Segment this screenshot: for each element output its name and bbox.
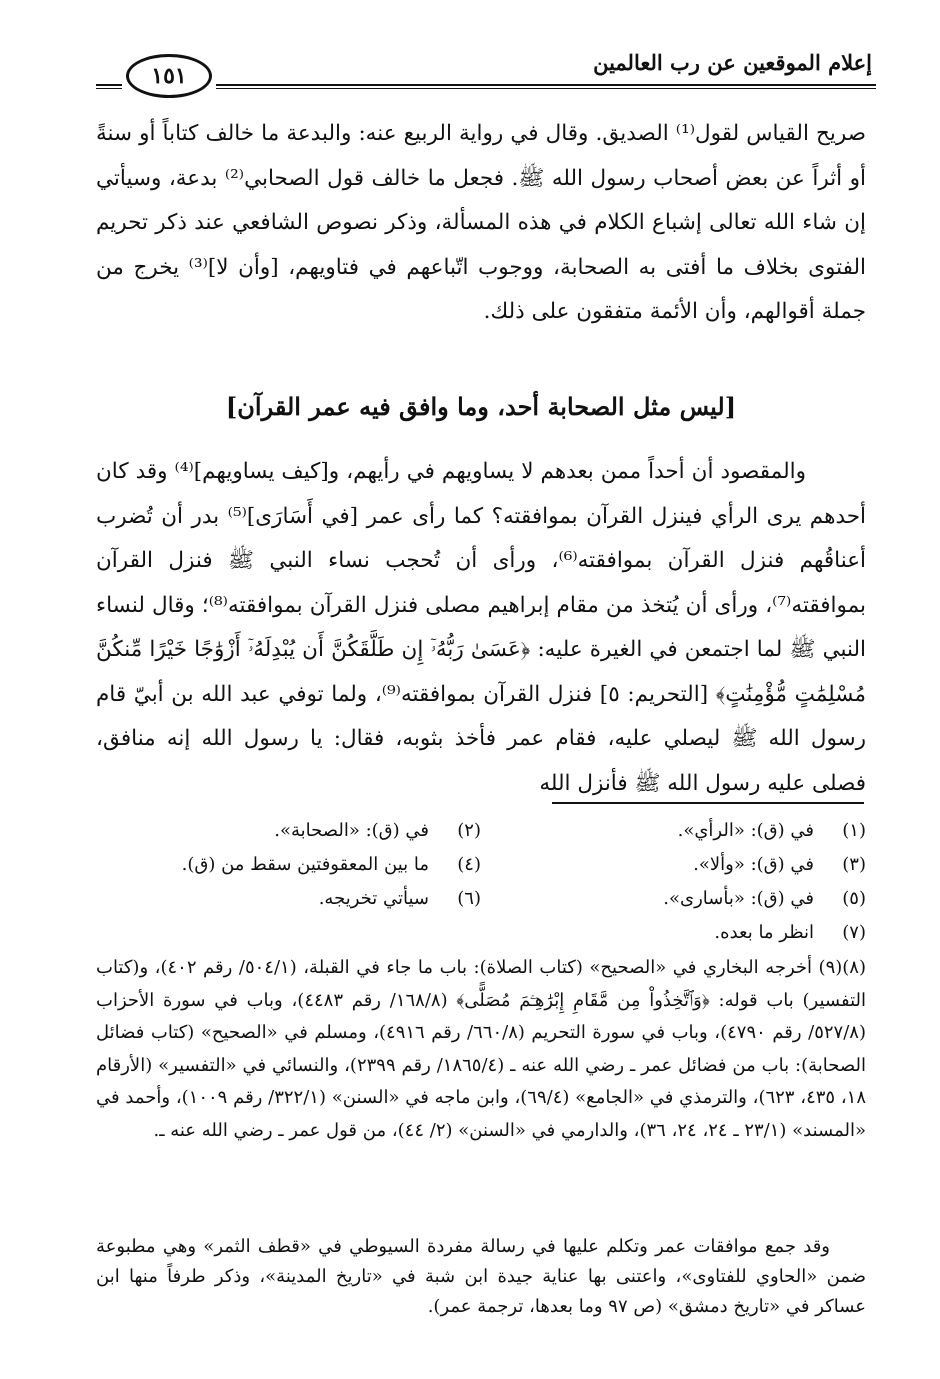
footnote-item: [481, 882, 866, 916]
section-heading: [ليس مثل الصحابة أحد، وما وافق فيه عمر القرآن]: [225, 392, 737, 421]
page-number-oval: [126, 54, 212, 98]
paragraph-1: صريح القياس لقول⁽¹⁾ الصديق. وقال في رواية الربيع عنه: والبدعة ما خالف كتاباً أو سنةً أو أثراً عن بعض أصحاب رسول الله ﷺ. فجعل ما خالف قول الصحابي⁽²⁾ بدعة، وسيأتي إن شاء الله تعالى إشباع الكلام في هذه المسألة، وذكر نصوص الشافعي عند ذكر تحريم الفتوى بخلاف ما أفتى به الصحابة، ووجوب اتّباعهم في فتاويهم، [وأن لا]⁽³⁾ يخرج من جملة أقوالهم، وأن الأئمة متفقون على ذلك.: [96, 121, 866, 324]
footnote-text: ما بين المعقوفتين سقط من (ق).: [181, 854, 429, 875]
page-number: ١٥١: [151, 63, 187, 89]
footnote-item: [96, 814, 481, 848]
footnote-row: [96, 848, 866, 882]
footnote-text: في (ق): «الرأي».: [677, 820, 814, 841]
footnote-text: سيأتي تخريجه.: [318, 888, 429, 909]
footnote-item: [96, 882, 481, 916]
footnote-text: انظر ما بعده.: [714, 922, 814, 943]
footnote-number: (٧): [842, 922, 866, 943]
footnote-item: [481, 814, 866, 848]
footnote-row: [96, 814, 866, 848]
footnote-number: (٦): [457, 888, 481, 909]
footnote-separator: [552, 802, 864, 804]
footnote-row: [96, 916, 866, 950]
footnote-text: في (ق): «وألا».: [693, 854, 814, 875]
footnote-text: في (ق): «بأسارى».: [663, 888, 814, 909]
footnote-item: [481, 848, 866, 882]
paragraph-2: والمقصود أن أحداً ممن بعدهم لا يساويهم في رأيهم، و[كيف يساويهم]⁽⁴⁾ وقد كان أحدهم يرى الرأي فينزل القرآن بموافقته؟ كما رأى عمر [في أَسَارَى]⁽⁵⁾ بدر أن تُضرب أعناقُهم فنزل القرآن بموافقته⁽⁶⁾، ورأى أن تُحجب نساء النبي ﷺ فنزل القرآن بموافقته⁽⁷⁾، ورأى أن يُتخذ من مقام إبراهيم مصلى فنزل القرآن بموافقته⁽⁸⁾؛ وقال لنساء النبي ﷺ لما اجتمعن في الغيرة عليه: ﴿عَسَىٰ رَبُّهُۥٓ إِن طَلَّقَكُنَّ أَن يُبْدِلَهُۥٓ أَزْوَٰجًا خَيْرًا مِّنكُنَّ مُسْلِمَٰتٍ مُّؤْمِنَٰتٍ﴾ [التحريم: ٥] فنزل القرآن بموافقته⁽⁹⁾، ولما توفي عبد الله بن أبيّ قام رسول الله ﷺ ليصلي عليه، فقام عمر فأخذ بثوبه، فقال: يا رسول الله إنه منافق، فصلى عليه رسول الله ﷺ فأنزل الله: [96, 459, 866, 796]
footnote-number: (١): [842, 820, 866, 841]
footnote-number: (٢): [457, 820, 481, 841]
footnote-note: وقد جمع موافقات عمر وتكلم عليها في رسالة مفردة السيوطي في «قطف الثمر» وهي مطبوعة ضمن «الحاوي للفتاوى»، واعتنى بها عناية جيدة ابن شبة في «تاريخ المدينة»، وذكر طرفاً منها ابن عساكر في «تاريخ دمشق» (ص ٩٧ وما بعدها، ترجمة عمر).: [96, 1236, 866, 1317]
footnote-row: [96, 882, 866, 916]
footnote-number: (٤): [457, 854, 481, 875]
footnote-number: (٥): [842, 888, 866, 909]
footnotes-short: [96, 814, 866, 950]
running-header-title: إعلام الموقعين عن رب العالمين: [593, 50, 872, 75]
footnote-number: (٣): [842, 854, 866, 875]
footnote-text: في (ق): «الصحابة».: [274, 820, 429, 841]
footnote-item: [96, 848, 481, 882]
footnote-item: [481, 916, 866, 950]
footnote-8-9: (٨)(٩) أخرجه البخاري في «الصحيح» (كتاب الصلاة): باب ما جاء في القبلة، (٥٠٤/١/ رقم ٤٠٢)، و(كتاب التفسير) باب قوله: ﴿وَٱتَّخِذُواْ مِن مَّقَامِ إِبْرَٰهِـۧمَ مُصَلًّى﴾ (١٦٨/٨/ رقم ٤٤٨٣)، وباب في سورة الأحزاب (٥٢٧/٨/ رقم ٤٧٩٠)، وباب في سورة التحريم (٦٦٠/٨/ رقم ٤٩١٦)، ومسلم في «الصحيح» (كتاب فضائل الصحابة): باب من فضائل عمر ـ رضي الله عنه ـ (١٨٦٥/٤/ رقم ٢٣٩٩)، والنسائي في «التفسير» (الأرقام ١٨، ٤٣٥، ٦٢٣)، والترمذي في «الجامع» (٦٩/٤)، وابن ماجه في «السنن» (٣٢٢/١/ رقم ١٠٠٩)، وأحمد في «المسند» (٢٣/١ ـ ٢٤، ٢٤، ٣٦)، والدارمي في «السنن» (٢/ ٤٤)، من قول عمر ـ رضي الله عنه ـ.: [96, 957, 866, 1141]
